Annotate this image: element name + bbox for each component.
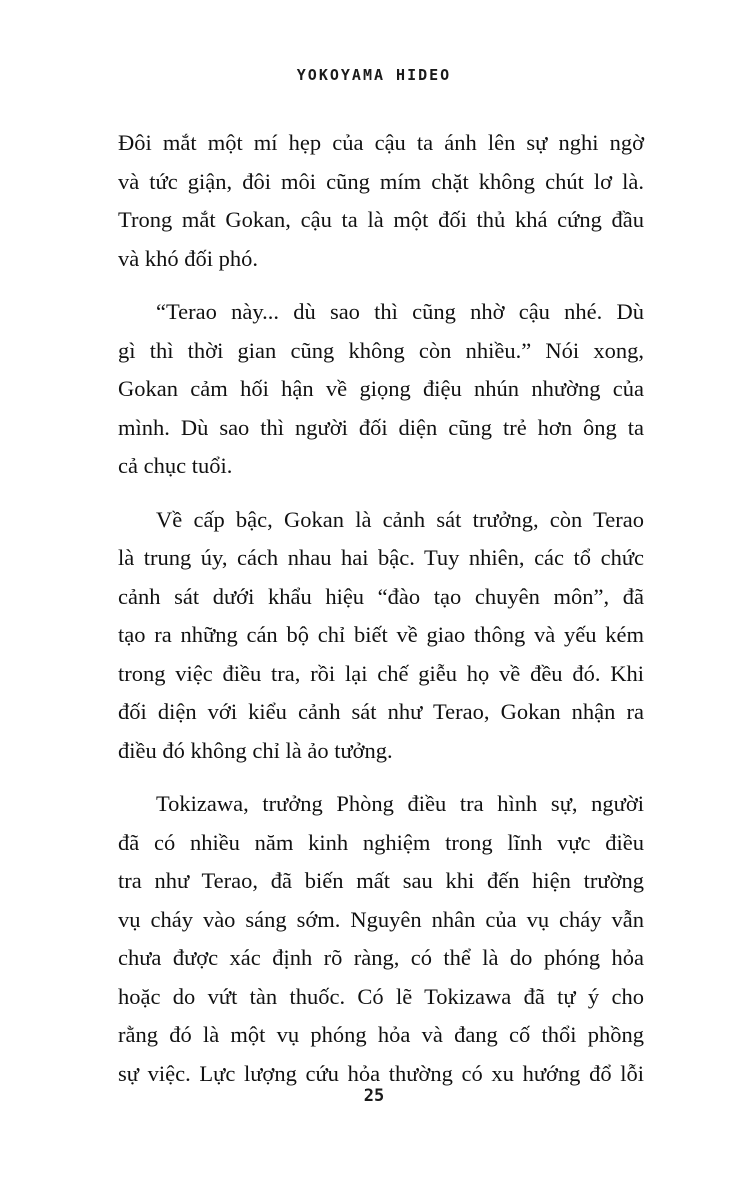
text-line: là trung úy, cách nhau hai bậc. Tuy nhiên, các tổ chức xyxy=(118,545,644,570)
text-line: hoặc do vứt tàn thuốc. Có lẽ Tokizawa đã tự ý cho xyxy=(118,983,644,1009)
text-line: cả chục tuổi. xyxy=(118,453,233,478)
text-line: Tokizawa, trưởng Phòng điều tra hình sự, người xyxy=(156,791,644,816)
running-head: YOKOYAMA HIDEO xyxy=(296,66,452,84)
text-line: và tức giận, đôi môi cũng mím chặt không chút lơ là. xyxy=(118,168,644,194)
text-line: vụ cháy vào sáng sớm. Nguyên nhân của vụ cháy vẫn xyxy=(118,906,644,932)
text-line: trong việc điều tra, rồi lại chế giễu họ về đều đó. Khi xyxy=(118,660,644,686)
text-line: và khó đối phó. xyxy=(118,245,258,271)
paragraph-2 xyxy=(118,293,644,486)
text-line: tạo ra những cán bộ chỉ biết về giao thông và yếu kém xyxy=(118,622,644,647)
paragraph-3 xyxy=(118,501,644,771)
text-line: mình. Dù sao thì người đối diện cũng trẻ hơn ông ta xyxy=(118,414,644,440)
text-line: Gokan cảm hối hận về giọng điệu nhún nhường của xyxy=(118,376,644,401)
text-line: đã có nhiều năm kinh nghiệm trong lĩnh vực điều xyxy=(118,829,644,855)
text-line: sự việc. Lực lượng cứu hỏa thường có xu hướng đổ lỗi xyxy=(118,1060,644,1086)
page-number: 25 xyxy=(363,1086,385,1106)
text-line: đối diện với kiểu cảnh sát như Terao, Gokan nhận ra xyxy=(118,699,644,724)
text-line: chưa được xác định rõ ràng, có thể là do phóng hỏa xyxy=(118,945,644,970)
text-line: gì thì thời gian cũng không còn nhiều.” Nói xong, xyxy=(118,337,644,363)
paragraph-4 xyxy=(118,785,644,1093)
text-line: Về cấp bậc, Gokan là cảnh sát trưởng, còn Terao xyxy=(156,506,644,532)
text-line: Đôi mắt một mí hẹp của cậu ta ánh lên sự nghi ngờ xyxy=(118,130,644,155)
body-text xyxy=(118,124,644,1108)
text-line: rằng đó là một vụ phóng hỏa và đang cố thổi phồng xyxy=(118,1022,644,1047)
text-line: “Terao này... dù sao thì cũng nhờ cậu nhé. Dù xyxy=(156,299,644,324)
text-line: điều đó không chỉ là ảo tưởng. xyxy=(118,737,393,763)
paragraph-1 xyxy=(118,124,644,278)
text-line: tra như Terao, đã biến mất sau khi đến hiện trường xyxy=(118,868,644,893)
text-line: Trong mắt Gokan, cậu ta là một đối thủ khá cứng đầu xyxy=(118,207,644,232)
text-line: cảnh sát dưới khẩu hiệu “đào tạo chuyên môn”, đã xyxy=(118,583,644,609)
